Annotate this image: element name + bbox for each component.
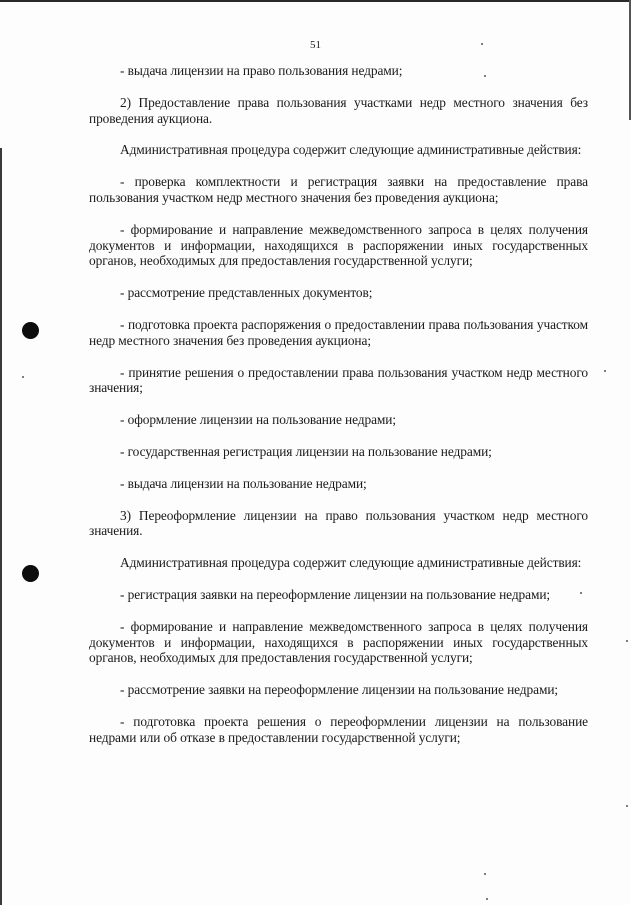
punch-hole	[22, 565, 39, 582]
scan-speck	[604, 370, 606, 372]
paragraph: - выдача лицензии на пользование недрами;	[120, 475, 367, 491]
scan-speck	[22, 376, 24, 378]
punch-hole	[22, 322, 39, 339]
paragraph: - регистрация заявки на переоформление лицензии на пользование недрами;	[120, 586, 551, 602]
paragraph: 2) Предоставление права пользования участками недр местного значения без проведения аукциона.	[89, 94, 588, 126]
paragraph: - формирование и направление межведомственного запроса в целях получения документов и информации, находящихся в распоряжении иных государственных органов, необходимых для предоставления государственной услуги;	[89, 221, 588, 269]
paragraph: - принятие решения о предоставлении права пользования участком недр местного значения;	[89, 364, 588, 396]
paragraph: Административная процедура содержит следующие административные действия:	[120, 142, 582, 158]
scan-speck	[626, 640, 628, 642]
paragraph: - формирование и направление межведомственного запроса в целях получения документов и информации, находящихся в распоряжении иных государственных органов, необходимых для предоставления государственной услуги;	[89, 618, 588, 666]
paragraph: - подготовка проекта распоряжения о предоставлении права пользования участком недр местного значения без проведения аукциона;	[89, 316, 588, 348]
paragraph: - проверка комплектности и регистрация заявки на предоставление права пользования участком недр местного значения без проведения аукциона;	[89, 174, 588, 205]
paragraph: - государственная регистрация лицензии на пользование недрами;	[120, 443, 492, 459]
paragraph: - рассмотрение заявки на переоформление лицензии на пользование недрами;	[120, 682, 559, 698]
paragraph: Административная процедура содержит следующие административные действия:	[120, 555, 582, 571]
paragraph: - оформление лицензии на пользование недрами;	[120, 412, 396, 428]
paragraph: - рассмотрение представленных документов;	[120, 285, 373, 301]
scan-speck	[486, 898, 488, 900]
paragraph: - подготовка проекта решения о переоформлении лицензии на пользование недрами или об отказе в предоставлении государственной услуги;	[89, 713, 588, 745]
paragraph: - выдача лицензии на право пользования недрами;	[120, 63, 403, 78]
scan-speck	[484, 873, 486, 875]
scan-speck	[626, 805, 628, 807]
scan-edge-top	[0, 0, 631, 2]
page-number: 51	[310, 39, 321, 51]
document-body	[89, 63, 588, 762]
paragraph: 3) Переоформление лицензии на право пользования участком недр местного значения.	[89, 507, 588, 539]
scan-edge-left	[0, 148, 2, 905]
